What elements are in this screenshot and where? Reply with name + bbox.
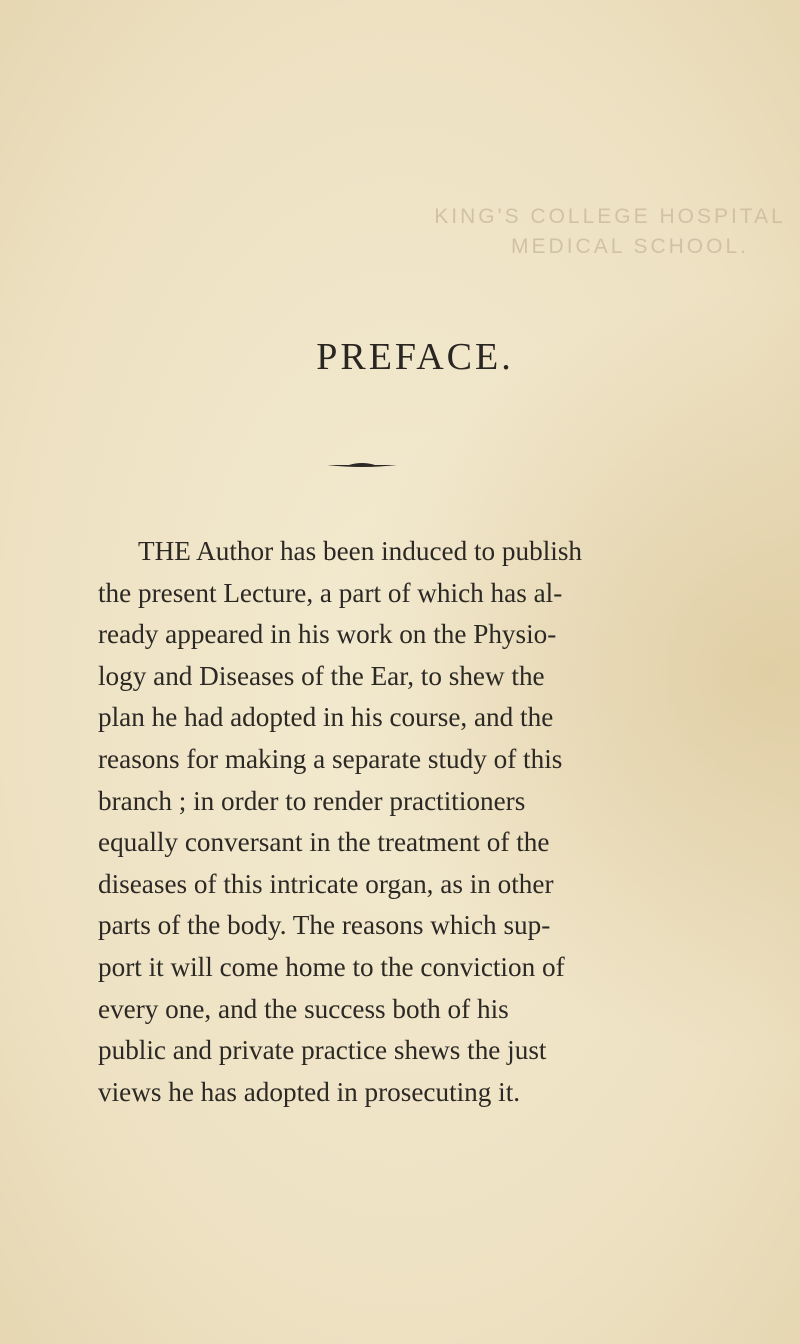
body-line: branch ; in order to render practitioners	[98, 785, 526, 816]
body-line: views he has adopted in prosecuting it.	[98, 1076, 521, 1107]
body-line: plan he had adopted in his course, and the	[98, 702, 554, 733]
body-line: ready appeared in his work on the Physio-	[98, 619, 557, 650]
body-line: the present Lecture, a part of which has al-	[98, 577, 563, 608]
body-line: every one, and the success both of his	[98, 993, 509, 1024]
body-line: equally conversant in the treatment of the	[98, 827, 550, 858]
body-line: reasons for making a separate study of this	[98, 743, 563, 774]
preface-body	[98, 531, 658, 1113]
body-line: THE Author has been induced to publish	[138, 536, 582, 566]
ornament-divider-icon	[327, 462, 397, 468]
body-line: port it will come home to the conviction of	[98, 951, 565, 982]
body-line: public and private practice shews the just	[98, 1035, 547, 1066]
library-stamp-line-1: KING'S COLLEGE HOSPITAL	[434, 205, 786, 228]
library-stamp-line-2: MEDICAL SCHOOL.	[511, 235, 749, 258]
body-line: parts of the body. The reasons which sup-	[98, 910, 551, 941]
body-line: logy and Diseases of the Ear, to shew the	[98, 660, 545, 691]
body-line: diseases of this intricate organ, as in other	[98, 868, 554, 899]
page-title: PREFACE.	[316, 336, 514, 378]
